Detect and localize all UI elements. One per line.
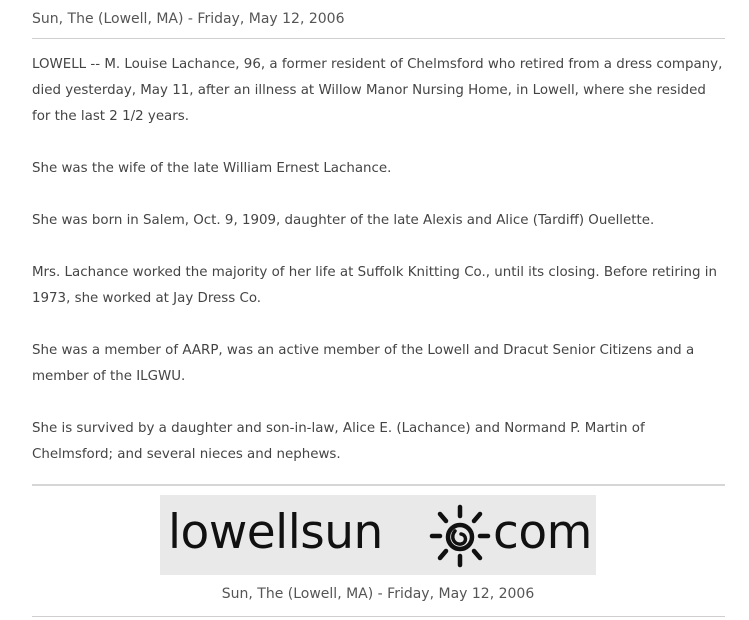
divider-bottom: [32, 616, 725, 617]
logo-text-lowellsun: lowellsun: [168, 505, 383, 560]
article-paragraph-2: She was the wife of the late William Ernest Lachance.: [32, 161, 392, 176]
source-footer: Sun, The (Lowell, MA) - Friday, May 12, 2006: [221, 586, 535, 602]
sun-icon: [425, 501, 495, 571]
source-header: Sun, The (Lowell, MA) - Friday, May 12, 2006: [32, 11, 345, 27]
divider-middle: [32, 484, 725, 486]
obituary-article: [32, 52, 727, 494]
article-paragraph-6: She is survived by a daughter and son-in-law, Alice E. (Lachance) and Normand P. Martin of Chelmsford; and several nieces and nephews.: [32, 421, 645, 462]
divider-top: [32, 38, 725, 39]
article-paragraph-4: Mrs. Lachance worked the majority of her life at Suffolk Knitting Co., until its closing. Before retiring in 1973, she worked at Jay Dress Co.: [32, 265, 717, 306]
article-paragraph-5: She was a member of AARP, was an active member of the Lowell and Dracut Senior Citizens and a member of the ILGWU.: [32, 343, 695, 384]
lowellsun-logo[interactable]: [160, 495, 596, 575]
article-paragraph-1: LOWELL -- M. Louise Lachance, 96, a former resident of Chelmsford who retired from a dress company, died yesterday, May 11, after an illness at Willow Manor Nursing Home, in Lowell, where she resided for the last 2 1/2 years.: [32, 57, 723, 124]
article-paragraph-3: She was born in Salem, Oct. 9, 1909, daughter of the late Alexis and Alice (Tardiff) Ouellette.: [32, 213, 655, 228]
logo-text-com: com: [493, 505, 592, 560]
